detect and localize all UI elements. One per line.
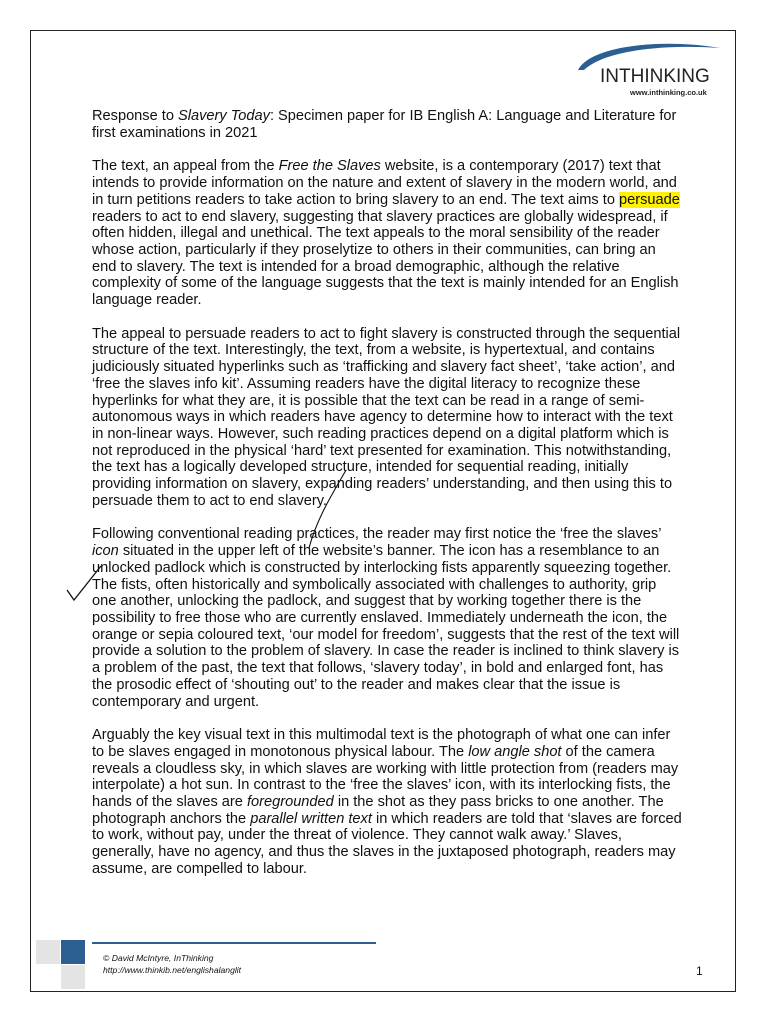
highlighted-word: persuade — [619, 191, 680, 208]
paragraph-1: The text, an appeal from the Free the Slaves website, is a contemporary (2017) text that intends to provide information on the nature and extent of slavery in the modern world, and in turn petitions readers to take action to bring slavery to an end. The text aims to persuade readers to act to end slavery, suggesting that slavery practices are globally widespread, if often hidden, illegal and unethical. The text appeals to the moral sensibility of the reader whose action, particularly if they proselytize to others in their communities, can bring an end to slavery. The text is intended for a broad demographic, although the relative complexity of some of the language suggests that the text is mainly intended for an English language reader. — [92, 158, 680, 309]
logo-url: www.inthinking.co.uk — [630, 88, 707, 97]
paragraph-4: Arguably the key visual text in this multimodal text is the photograph of what one can infer to be slaves engaged in monotonous physical labour. The low angle shot of the camera reveals a cloudless sky, in which slaves are working with little protection from (readers may interpolate) a hot sun. In contrast to the ‘free the slaves’ icon, with its interlocking fists, the hands of the slaves are foregrounded in the shot as they pass bricks to one another. The photograph anchors the parallel written text in which readers are told that ‘slaves are forced to work, without pay, under the threat of violence. They cannot walk away.’ Slaves, generally, have no agency, and thus the slaves in the juxtaposed photograph, readers may assume, are compelled to labour. — [92, 727, 682, 877]
footer-url: http://www.thinkib.net/englishalanglit — [103, 965, 242, 975]
document-title: Response to Slavery Today: Specimen paper for IB English A: Language and Literature for first examinations in 2021 — [92, 108, 677, 141]
footer-square — [36, 940, 60, 964]
footer-credits — [103, 952, 241, 976]
footer-square — [61, 965, 85, 989]
paragraph-3: Following conventional reading practices, the reader may first notice the ‘free the slaves’ icon situated in the upper left of the website’s banner. The icon has a resemblance to an unlocked padlock which is constructed by interlocking fists apparently squeezing together. The fists, often historically and symbolically associated with challenges to authority, grip one another, unlocking the padlock, and suggest that by working together there is the possibility to free those who are currently enslaved. Immediately underneath the icon, the orange or sepia coloured text, ‘our model for freedom’, suggests that the rest of the text will provide a solution to the problem of slavery. In case the reader is inclined to think slavery is a problem of the past, the text that follows, ‘slavery today’, in bold and enlarged font, has the prosodic effect of ‘shouting out’ to the reader and makes clear that the issue is contemporary and urgent. — [92, 526, 680, 710]
page-number: 1 — [696, 964, 703, 978]
logo-graphic — [570, 40, 730, 102]
paragraph-2: The appeal to persuade readers to act to fight slavery is constructed through the sequential structure of the text. Interestingly, the text, from a website, is hypertextual, and contains judiciously situated hyperlinks such as ‘trafficking and slavery fact sheet’, ‘take action’, and ‘free the slaves info kit’. Assuming readers have the digital literacy to recognize these hyperlinks for what they are, it is possible that the text can be read in a range of semi-autonomous ways in which readers have agency to determine how to interact with the text in non-linear ways. However, such reading practices depend on a digital platform which is not reproduced in the physical ‘hard’ text presented for examination. This notwithstanding, the text has a logically developed structure, intended for sequential reading, initially providing information on slavery, expanding readers’ understanding, and then using this to persuade them to act to end slavery. — [92, 325, 681, 509]
inthinking-logo — [570, 40, 730, 102]
document-body — [92, 108, 682, 895]
logo-wordmark: INTHINKING — [600, 66, 710, 87]
footer-rule — [92, 942, 376, 944]
footer-author: © David McIntyre, InThinking — [103, 953, 214, 963]
footer-square — [61, 940, 85, 964]
